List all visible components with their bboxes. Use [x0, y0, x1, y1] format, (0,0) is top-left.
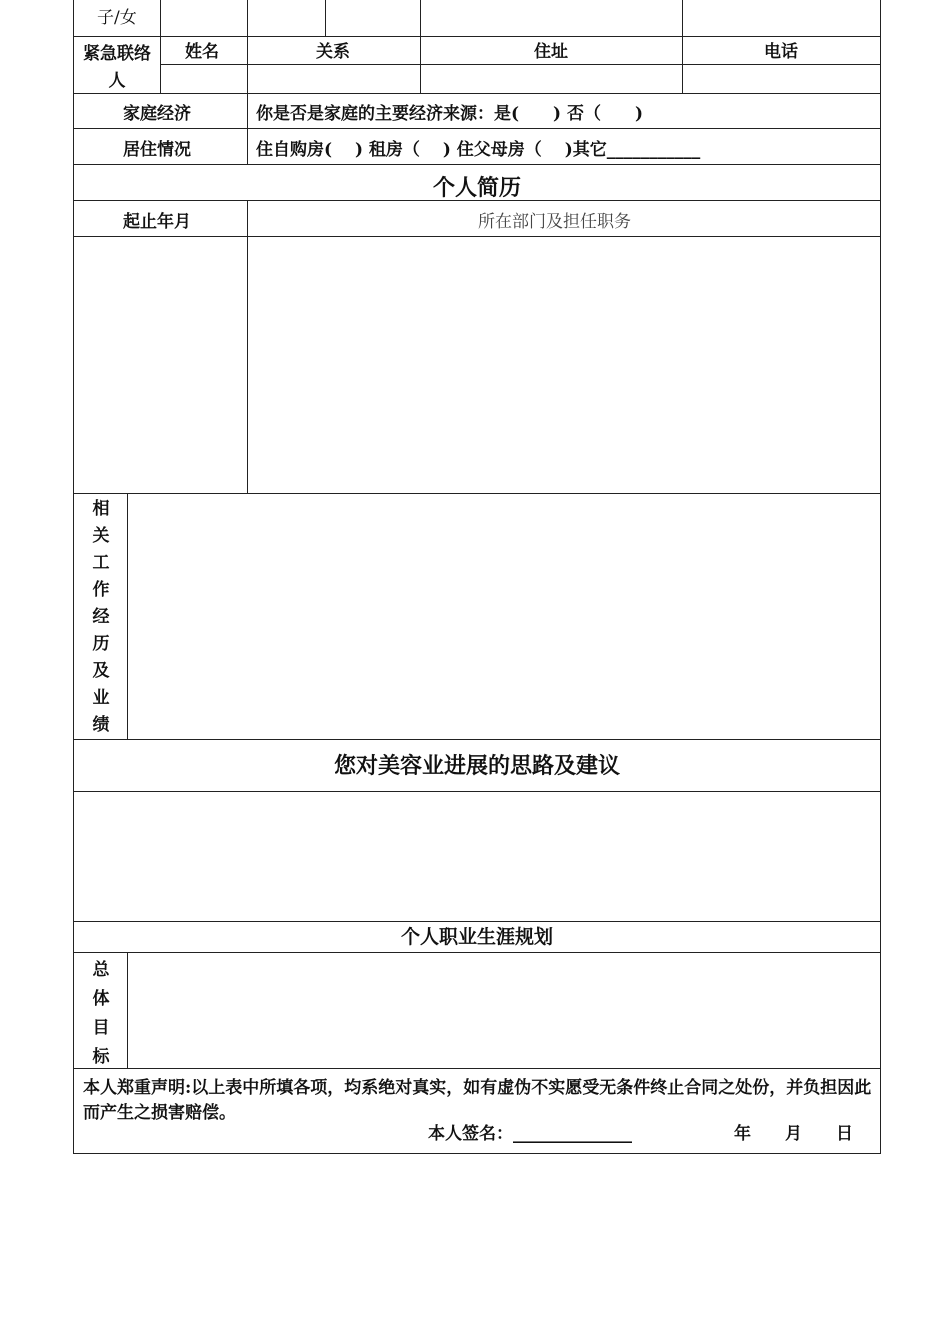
experience-label-text: 相关工作经历及业绩 [92, 499, 110, 735]
header-name: 姓名 [185, 42, 219, 62]
resume-period-header: 起止年月 [123, 212, 191, 232]
row-divider [74, 1068, 880, 1069]
col-divider [682, 0, 683, 36]
col-divider [325, 0, 326, 36]
col-divider [247, 200, 248, 493]
row-divider [74, 128, 880, 129]
row-divider [74, 791, 880, 792]
application-form [73, 0, 881, 1154]
col-divider [420, 36, 421, 93]
residence-label: 居住情况 [123, 140, 191, 160]
family-economy-question: 你是否是家庭的主要经济来源：是( ) 否（ ) [256, 104, 644, 124]
col-divider [127, 952, 128, 1068]
ideas-title: 您对美容业进展的思路及建议 [333, 753, 620, 779]
col-divider [420, 0, 421, 36]
signature-line: 本人签名：______________ [428, 1124, 632, 1144]
goal-label [91, 956, 111, 1072]
row-divider [74, 921, 880, 922]
children-label: 子/女 [97, 8, 137, 28]
row-divider [74, 93, 880, 94]
header-relation: 关系 [316, 42, 350, 62]
row-divider [74, 952, 880, 953]
header-address: 住址 [534, 42, 568, 62]
row-divider [160, 64, 880, 65]
emergency-label [82, 41, 152, 95]
residence-options: 住自购房( ) 租房（ ) 住父母房（ )其它___________ [256, 140, 701, 160]
career-title: 个人职业生涯规划 [400, 926, 553, 948]
row-divider [74, 36, 880, 37]
header-phone: 电话 [764, 42, 798, 62]
resume-title: 个人简历 [432, 175, 521, 201]
col-divider [247, 0, 248, 36]
col-divider [247, 93, 248, 164]
declaration-text: 本人郑重声明:以上表中所填各项，均系绝对真实，如有虚伪不实愿受无条件终止合同之处份，并负担因此而产生之损害赔偿。 [83, 1078, 872, 1123]
row-divider [74, 739, 880, 740]
emergency-label-text: 紧急联络人 [83, 44, 151, 91]
col-divider [247, 36, 248, 93]
row-divider [74, 164, 880, 165]
goal-label-text: 总体目标 [92, 960, 110, 1067]
row-divider [74, 493, 880, 494]
family-economy-label: 家庭经济 [123, 104, 191, 124]
col-divider [160, 36, 161, 93]
signature-date: 年 月 日 [734, 1124, 853, 1144]
experience-label [91, 496, 111, 739]
col-divider [127, 493, 128, 739]
row-divider [74, 236, 880, 237]
resume-dept-header: 所在部门及担任职务 [478, 212, 631, 232]
col-divider [682, 36, 683, 93]
col-divider [160, 0, 161, 36]
